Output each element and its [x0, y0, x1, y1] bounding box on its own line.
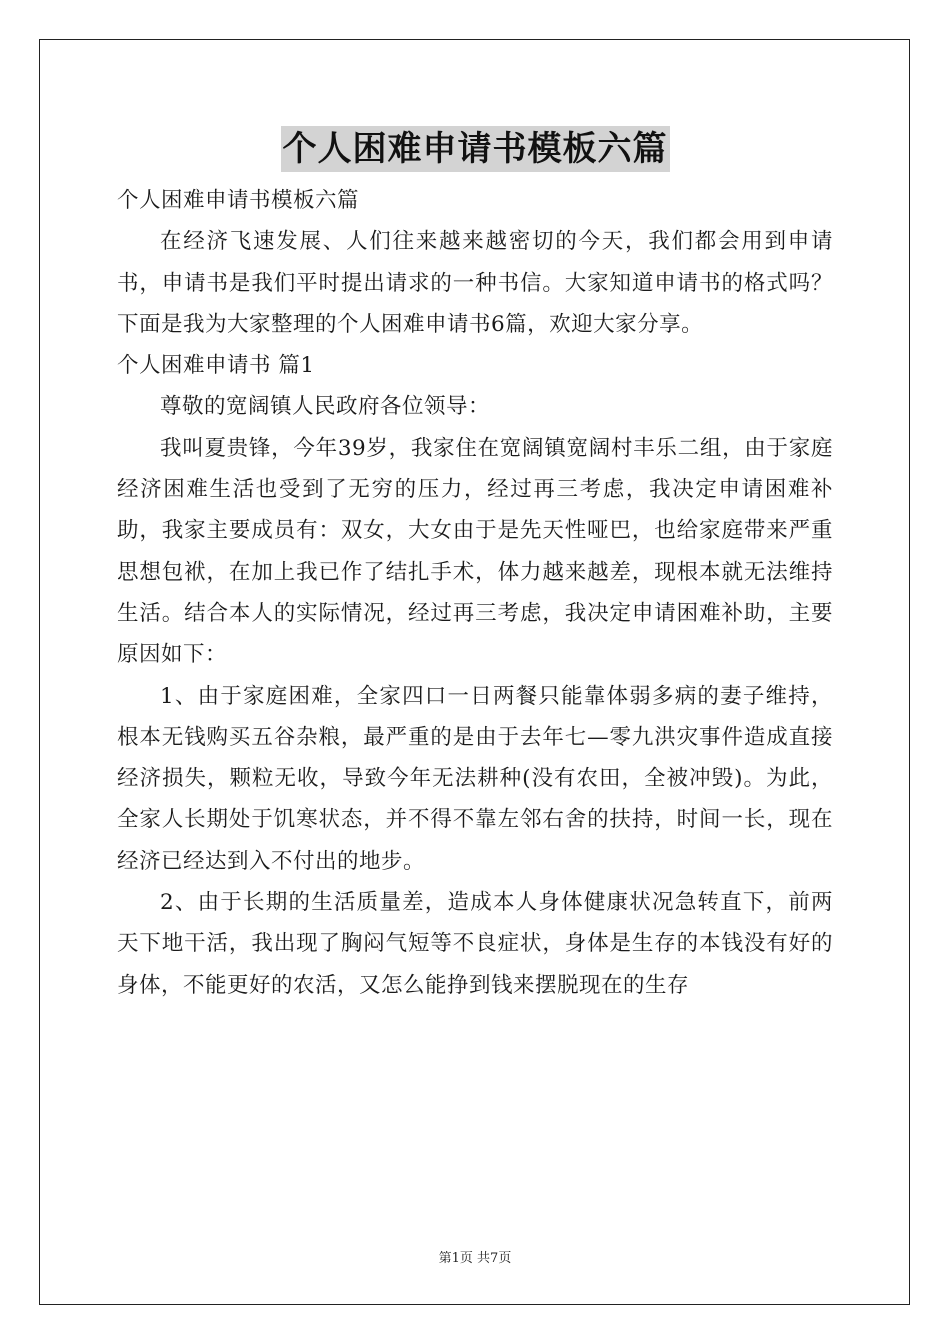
document-title: 个人困难申请书模板六篇 — [281, 126, 670, 172]
paragraph-body: 我叫夏贵锋，今年39岁，我家住在宽阔镇宽阔村丰乐二组，由于家庭经济困难生活也受到了无穷的压力，经过再三考虑，我决定申请困难补助，我家主要成员有：双女，大女由于是先天性哑巴，也给家庭带来严重思想包袱，在加上我已作了结扎手术，体力越来越差，现根本就无法维持生活。结合本人的实际情况，经过再三考虑，我决定申请困难补助，主要原因如下： — [117, 435, 833, 668]
section-heading: 个人困难申请书 篇1 — [117, 353, 315, 379]
title-container — [0, 126, 950, 172]
document-body — [117, 180, 833, 1006]
paragraph-reason-1: 1、由于家庭困难，全家四口一日两餐只能靠体弱多病的妻子维持，根本无钱购买五谷杂粮，最严重的是由于去年七—零九洪灾事件造成直接经济损失，颗粒无收，导致今年无法耕种(没有农田，全被冲毁)。为此，全家人长期处于饥寒状态，并不得不靠左邻右舍的扶持，时间一长，现在经济已经达到入不付出的地步。 — [117, 683, 833, 874]
paragraph-salutation: 尊敬的宽阔镇人民政府各位领导： — [160, 394, 491, 420]
paragraph-subtitle: 个人困难申请书模板六篇 — [117, 188, 360, 213]
paragraph-intro: 在经济飞速发展、人们往来越来越密切的今天，我们都会用到申请书，申请书是我们平时提出请求的一种书信。大家知道申请书的格式吗？下面是我为大家整理的个人困难申请书6篇，欢迎大家分享。 — [117, 229, 833, 337]
page-footer: 第1页 共7页 — [438, 1251, 512, 1266]
paragraph-reason-2: 2、由于长期的生活质量差，造成本人身体健康状况急转直下，前两天下地干活，我出现了胸闷气短等不良症状，身体是生存的本钱没有好的身体，不能更好的农活，又怎么能挣到钱来摆脱现在的生存 — [117, 890, 833, 998]
